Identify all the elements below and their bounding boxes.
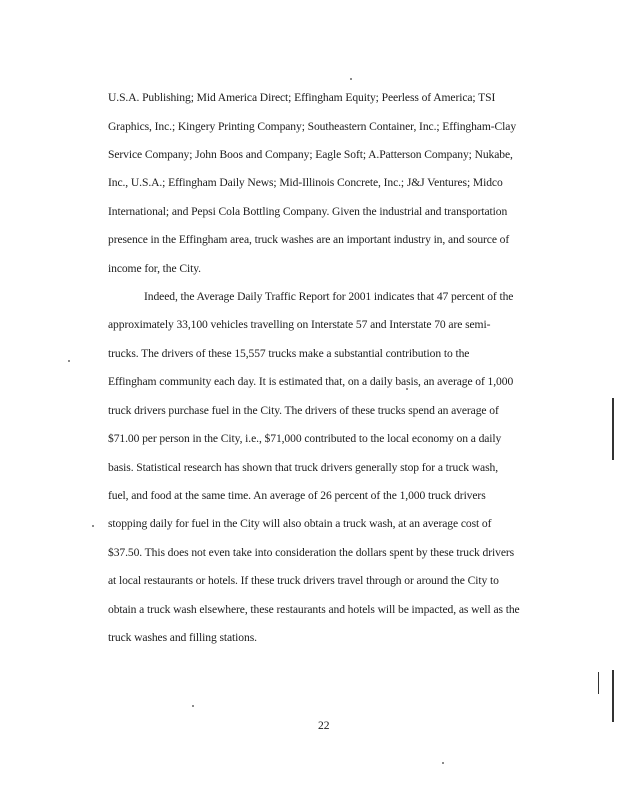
body-text-line: Effingham community each day. It is estimated that, on a daily basis, an average of 1,000 [108,375,514,388]
body-text-line: approximately 33,100 vehicles travelling on Interstate 57 and Interstate 70 are semi- [108,318,491,331]
scan-speck [192,705,194,707]
body-text-line: U.S.A. Publishing; Mid America Direct; Effingham Equity; Peerless of America; TSI [108,91,496,104]
scan-speck [350,78,352,80]
body-text-line: trucks. The drivers of these 15,557 trucks make a substantial contribution to the [108,347,470,360]
body-text-line: Graphics, Inc.; Kingery Printing Company; Southeastern Container, Inc.; Effingham-Clay [108,120,517,133]
body-text-line: truck drivers purchase fuel in the City. The drivers of these trucks spend an average of [108,404,499,417]
margin-revision-bar [612,670,614,722]
scan-speck [406,388,408,390]
body-text-line: presence in the Effingham area, truck washes are an important industry in, and source of [108,233,510,246]
body-text-line: Inc., U.S.A.; Effingham Daily News; Mid-Illinois Concrete, Inc.; J&J Ventures; Midco [108,176,503,189]
body-text-line: truck washes and filling stations. [108,631,257,644]
body-text-line: fuel, and food at the same time. An average of 26 percent of the 1,000 truck drivers [108,489,486,502]
body-text-line: Indeed, the Average Daily Traffic Report for 2001 indicates that 47 percent of the [144,290,514,303]
body-text-line: income for, the City. [108,262,201,275]
margin-revision-bar [612,398,614,460]
body-text-line: basis. Statistical research has shown that truck drivers generally stop for a truck wash, [108,461,499,474]
scan-speck [92,525,94,527]
body-text-line: International; and Pepsi Cola Bottling Company. Given the industrial and transportation [108,205,508,218]
body-text-line: obtain a truck wash elsewhere, these restaurants and hotels will be impacted, as well as the [108,603,520,616]
scan-speck [68,360,70,362]
body-text-line: $37.50. This does not even take into consideration the dollars spent by these truck drivers [108,546,515,559]
body-text-line: at local restaurants or hotels. If these truck drivers travel through or around the City to [108,574,499,587]
body-text-line: Service Company; John Boos and Company; Eagle Soft; A.Patterson Company; Nukabe, [108,148,513,161]
page-number: 22 [318,719,330,732]
scan-speck [442,762,444,764]
body-text-line: stopping daily for fuel in the City will also obtain a truck wash, at an average cost of [108,517,492,530]
body-text-line: $71.00 per person in the City, i.e., $71,000 contributed to the local economy on a daily [108,432,502,445]
margin-revision-bar [598,672,599,694]
